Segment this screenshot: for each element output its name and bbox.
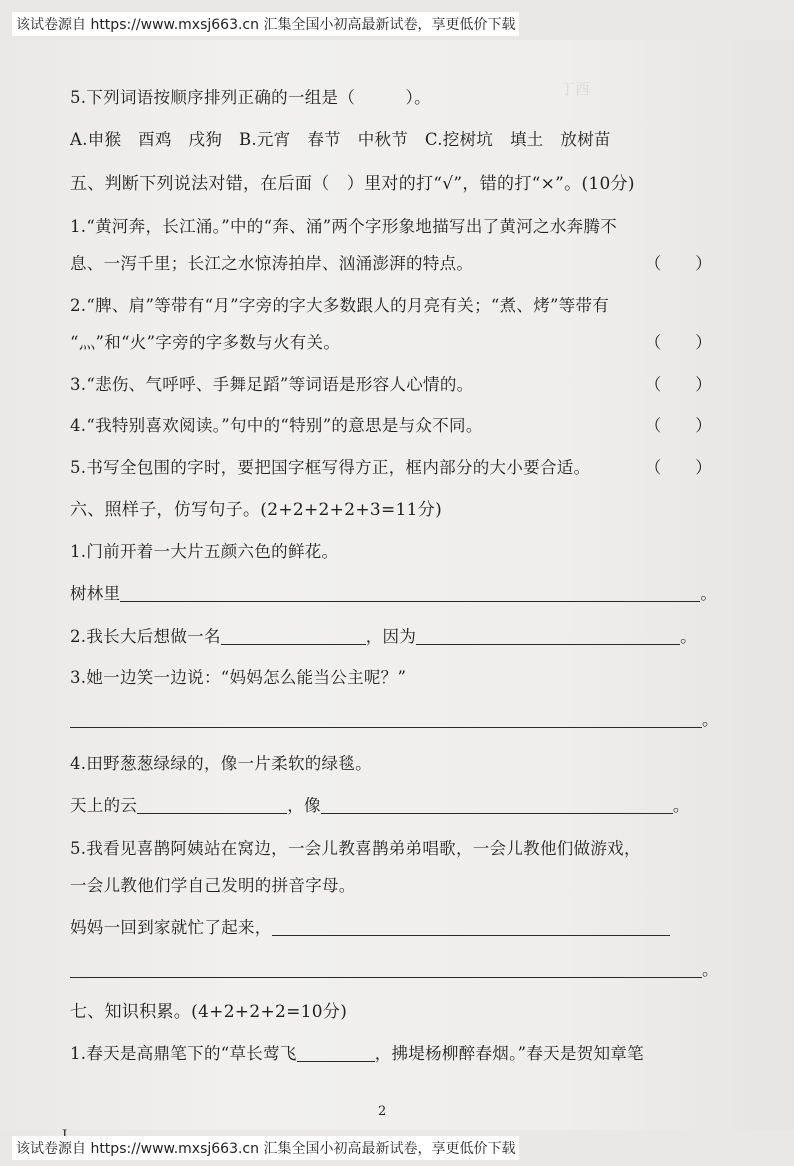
s5-item2-answer-box[interactable]: （ ） xyxy=(644,333,712,352)
s5-item3 xyxy=(70,373,720,397)
s6-example5-line2: 一会儿教他们学自己发明的拼音字母。 xyxy=(70,876,356,895)
watermark-top: 该试卷源自 https://www.mxsj663.cn 汇集全国小初高最新试卷，享更低价下载 xyxy=(12,12,519,36)
s6-answer1-end: 。 xyxy=(700,584,718,603)
s5-item3-text: 3.“悲伤、气呼呼、手舞足蹈”等词语是形容人心情的。 xyxy=(70,375,474,394)
s5-item4-text: 4.“我特别喜欢阅读。”句中的“特别”的意思是与众不同。 xyxy=(70,416,483,435)
s6-example1: 1.门前开着一大片五颜六色的鲜花。 xyxy=(70,542,339,561)
s7-q1-text-a: 1.春天是高鼎笔下的“草长莺飞 xyxy=(70,1044,297,1063)
s6-answer4-text-a: 天上的云 xyxy=(70,796,138,815)
s6-answer3 xyxy=(70,708,720,732)
s6-answer4-end: 。 xyxy=(672,796,690,815)
s6-answer5-end: 。 xyxy=(702,960,719,979)
s5-item1-answer-box[interactable]: （ ） xyxy=(644,254,712,273)
s5-item1-line1: 1.“黄河奔，长江涌。”中的“奔、涌”两个字形象地描写出了黄河之水奔腾不 xyxy=(70,217,618,236)
watermark-bottom: 该试卷源自 https://www.mxsj663.cn 汇集全国小初高最新试卷，享更低价下载 xyxy=(12,1136,519,1160)
s6-answer4-text-b: ，像 xyxy=(287,796,321,815)
s6-q2-blank-1[interactable] xyxy=(221,626,366,645)
s5-item4 xyxy=(70,414,720,438)
page-number: 2 xyxy=(378,1104,387,1119)
s6-answer3-blank[interactable] xyxy=(70,709,702,728)
s6-answer5-prompt: 妈妈一回到家就忙了起来， xyxy=(70,918,272,937)
s5-item5-answer-box[interactable]: （ ） xyxy=(644,458,712,477)
s6-answer5-blank-2[interactable] xyxy=(70,959,702,978)
s6-answer5-blank-1[interactable] xyxy=(272,917,670,936)
section6-title: 六、照样子，仿写句子。(2+2+2+2+3=11分) xyxy=(70,500,442,520)
s6-answer4-blank-1[interactable] xyxy=(137,795,287,814)
section5-title: 五、判断下列说法对错，在后面（ ）里对的打“√”，错的打“×”。(10分) xyxy=(70,174,635,194)
s6-q2-blank-2[interactable] xyxy=(416,626,680,645)
s5-item3-answer-box[interactable]: （ ） xyxy=(644,375,712,394)
s6-q2 xyxy=(70,625,720,649)
q5-options: A.申猴 酉鸡 戌狗 B.元宵 春节 中秋节 C.挖树坑 填土 放树苗 xyxy=(70,130,611,149)
s6-answer1 xyxy=(70,582,720,606)
section7-title: 七、知识积累。(4+2+2+2=10分) xyxy=(70,1002,348,1022)
s6-answer5-line1 xyxy=(70,916,720,940)
s6-example4: 4.田野葱葱绿绿的，像一片柔软的绿毯。 xyxy=(70,754,372,773)
s6-answer1-blank[interactable] xyxy=(120,583,700,602)
s5-item2-text: “灬”和“火”字旁的字多数与火有关。 xyxy=(70,333,341,352)
s5-item2-line2 xyxy=(70,331,720,355)
s5-item1-line2 xyxy=(70,252,720,276)
s6-example5-line1: 5.我看见喜鹊阿姨站在窝边，一会儿教喜鹊弟弟唱歌，一会儿教他们做游戏， xyxy=(70,839,641,858)
s5-item4-answer-box[interactable]: （ ） xyxy=(644,416,712,435)
s6-example3: 3.她一边笑一边说：“妈妈怎么能当公主呢？” xyxy=(70,668,407,687)
s7-q1-text-b: ，拂堤杨柳醉春烟。”春天是贺知章笔 xyxy=(374,1044,644,1063)
s5-item1-text: 息、一泻千里；长江之水惊涛拍岸、汹涌澎湃的特点。 xyxy=(70,254,474,273)
s7-q1 xyxy=(70,1042,720,1066)
s6-q2-text-a: 2.我长大后想做一名 xyxy=(70,627,221,646)
s7-q1-blank[interactable] xyxy=(297,1043,375,1062)
exam-page: 丁酉 5.下列词语按顺序排列正确的一组是（ ）。 A.申猴 酉鸡 戌狗 B.元宵 春节 中秋节 C.挖树坑 填土 放树苗 五、判断下列说法对错，在后面（ ）里对的打“√”，错的打“×”。(10分) 1.“黄河奔，长江涌。”中的“奔、涌”两个字形象地描写出了黄河之水奔腾不 息、一泻千里；长江之水惊涛拍岸、汹涌澎湃的特点。 （ ） 2.“脾、肩”等带有“月”字旁的字大多数跟人的月亮有关；“煮、烤”等带有 “灬”和“火”字旁的字多数与火有关。 （ ） 3.“悲伤、气呼呼、手舞足蹈”等词语是形容人心情的。 （ ） 4.“我特别喜欢阅读。”句中的“特别”的意思是与众不同。 （ ） 5.书写全包围的字时，要把国字框写得方正，框内部分的大小要合适。 （ ） 六、照样子，仿写句子。(2+2+2+2+3=11分) 1.门前开着一大片五颜六色的鲜花。 树林里 。 2.我长大后想做一名 ，因为 。 3.她一边笑一边说：“妈妈怎么能当公主呢？” 。 4.田野葱葱绿绿的，像一片柔软的绿毯。 天上的云 ，像 。 5.我看见喜鹊阿姨站在窝边，一会儿教喜鹊弟弟唱歌，一会儿教他们做游戏， 一会儿教他们学自己发明的拼音字母。 妈妈一回到家就忙了起来， 。 七、知识积累。(4+2+2+2=10分) 1.春天是高鼎笔下的“草长莺飞 ，拂堤杨柳醉春烟。”春天是贺知章笔 2 xyxy=(0,40,794,1130)
s6-q2-text-b: ，因为 xyxy=(365,627,417,646)
s5-item5-text: 5.书写全包围的字时，要把国字框写得方正，框内部分的大小要合适。 xyxy=(70,458,591,477)
s6-answer1-prefix: 树林里 xyxy=(70,584,121,603)
s6-q2-end: 。 xyxy=(680,627,697,646)
s6-answer3-end: 。 xyxy=(702,710,719,729)
s6-answer4 xyxy=(70,794,720,818)
s5-item5 xyxy=(70,456,720,480)
s6-answer4-blank-2[interactable] xyxy=(321,795,673,814)
s6-answer5-line2 xyxy=(70,958,720,982)
s5-item2-line1: 2.“脾、肩”等带有“月”字旁的字大多数跟人的月亮有关；“煮、烤”等带有 xyxy=(70,296,610,315)
q5-stem: 5.下列词语按顺序排列正确的一组是（ ）。 xyxy=(70,88,431,107)
